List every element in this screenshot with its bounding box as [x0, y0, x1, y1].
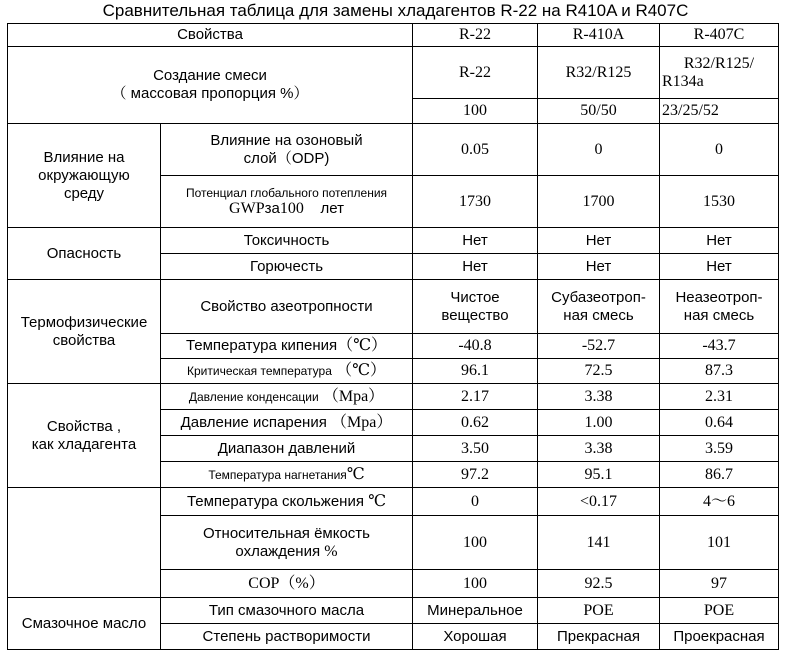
- glide-r407c: 4～6: [660, 488, 779, 516]
- solubility-r410a: Прекрасная: [538, 624, 660, 650]
- header-properties: Свойства: [8, 24, 413, 47]
- thermo-group-line2: свойства: [52, 331, 116, 349]
- mixture-r407c-component-line2: R134a: [662, 72, 704, 90]
- flammability-r410a: Нет: [538, 254, 660, 280]
- refrigerant-group-line1: Свойства ,: [46, 417, 122, 435]
- gwp-label: [161, 176, 413, 228]
- toxicity-r410a: Нет: [538, 228, 660, 254]
- oil-type-r407c: POE: [660, 598, 779, 624]
- azeotrope-r410a-line2: ная смесь: [563, 306, 634, 324]
- azeotrope-r22-line1: Чистое: [450, 288, 500, 306]
- mixture-component-row: [8, 47, 779, 99]
- odp-r410a: 0: [538, 124, 660, 176]
- condensation-r407c: 2.31: [660, 384, 779, 410]
- mixture-r407c-component-line1: R32/R125/: [683, 54, 755, 72]
- oil-group: Смазочное масло: [8, 598, 161, 650]
- azeotrope-r407c: [660, 280, 779, 334]
- discharge-label-text: Темпеpатура нагнетания: [208, 467, 347, 482]
- mixture-r22-component: R-22: [413, 47, 538, 99]
- environment-group-line1: Влияние на: [43, 148, 125, 166]
- azeotrope-row: [8, 280, 779, 334]
- odp-label-line2: слой（ODP): [243, 149, 330, 167]
- pressure-range-label: Диапазон давлений: [161, 436, 413, 462]
- pressure-range-r22: 3.50: [413, 436, 538, 462]
- toxicity-r407c: Нет: [660, 228, 779, 254]
- gwp-r407c: 1530: [660, 176, 779, 228]
- danger-group: Опасность: [8, 228, 161, 280]
- header-row: [8, 24, 779, 47]
- gwp-label-suffix: лет: [320, 199, 344, 217]
- mixture-r410a-ratio: 50/50: [538, 99, 660, 124]
- environment-group-line2: окружающую: [38, 166, 130, 184]
- gwp-r410a: 1700: [538, 176, 660, 228]
- misc-group-blank: [8, 488, 161, 598]
- boiling-r407c: -43.7: [660, 334, 779, 359]
- gwp-r22: 1730: [413, 176, 538, 228]
- mixture-r22-ratio: 100: [413, 99, 538, 124]
- discharge-unit: ℃: [346, 465, 365, 483]
- azeotrope-r407c-line1: Неазеотроп-: [675, 288, 763, 306]
- flammability-label: Горючесть: [161, 254, 413, 280]
- discharge-label: [161, 462, 413, 488]
- solubility-r407c: Проекрасная: [660, 624, 779, 650]
- capacity-unit: %: [324, 542, 338, 560]
- critical-r410a: 72.5: [538, 359, 660, 384]
- boiling-label: [161, 334, 413, 359]
- evaporation-label: [161, 410, 413, 436]
- capacity-label-line2: охлаждения: [235, 542, 321, 560]
- glide-r410a: <0.17: [538, 488, 660, 516]
- condensation-r410a: 3.38: [538, 384, 660, 410]
- boiling-r410a: -52.7: [538, 334, 660, 359]
- gwp-label-line1: Потенциал глобального потепления: [185, 185, 388, 200]
- evaporation-r22: 0.62: [413, 410, 538, 436]
- oil-type-label: Тип смазочного масла: [161, 598, 413, 624]
- toxicity-row: [8, 228, 779, 254]
- environment-group-line3: среду: [63, 184, 105, 202]
- toxicity-r22: Нет: [413, 228, 538, 254]
- evaporation-r407c: 0.64: [660, 410, 779, 436]
- gwp-label-num: 100: [279, 199, 304, 217]
- glide-unit: ℃: [368, 492, 387, 510]
- odp-r407c: 0: [660, 124, 779, 176]
- boiling-r22: -40.8: [413, 334, 538, 359]
- condensation-unit: （Mpa）: [322, 387, 385, 405]
- discharge-r410a: 95.1: [538, 462, 660, 488]
- flammability-r22: Нет: [413, 254, 538, 280]
- mixture-r407c-component: [660, 47, 779, 99]
- header-r22: R-22: [413, 24, 538, 47]
- glide-r22: 0: [413, 488, 538, 516]
- pressure-range-r407c: 3.59: [660, 436, 779, 462]
- azeotrope-r22: [413, 280, 538, 334]
- gwp-label-mid: за: [264, 199, 280, 217]
- critical-label-text: Критическая температура: [187, 364, 332, 378]
- mixture-label: [8, 47, 413, 124]
- cop-label: COP（%）: [161, 570, 413, 598]
- mixture-r410a-component: R32/R125: [538, 47, 660, 99]
- solubility-label: Степень растворимости: [161, 624, 413, 650]
- glide-row: [8, 488, 779, 516]
- page-title: Сравнительная таблица для замены хладагентов R-22 на R410A и R407C: [102, 1, 689, 20]
- cop-r410a: 92.5: [538, 570, 660, 598]
- azeotrope-r410a: [538, 280, 660, 334]
- mixture-r407c-ratio: 23/25/52: [660, 99, 779, 124]
- cop-r22: 100: [413, 570, 538, 598]
- odp-row: [8, 124, 779, 176]
- thermo-group-line1: Термофизические: [20, 313, 148, 331]
- mixture-label-line2: （ массовая пропорция %）: [111, 85, 309, 102]
- azeotrope-r407c-line2: ная смесь: [683, 306, 755, 324]
- gwp-label-prefix: GWP: [229, 199, 265, 217]
- capacity-label-line2-wrap: [163, 543, 410, 561]
- toxicity-label: Токсичность: [161, 228, 413, 254]
- oil-type-r22: Минеральное: [413, 598, 538, 624]
- critical-r22: 96.1: [413, 359, 538, 384]
- evaporation-label-text: Давление испарения: [180, 413, 327, 431]
- refrigerant-group-line2: как хладагента: [31, 435, 137, 453]
- capacity-r22: 100: [413, 516, 538, 570]
- critical-label: [161, 359, 413, 384]
- glide-label-text: Температура скольжения: [186, 492, 364, 510]
- azeotrope-label: Свойство азеотропности: [161, 280, 413, 334]
- cop-r407c: 97: [660, 570, 779, 598]
- azeotrope-r22-line2: вещество: [441, 306, 509, 324]
- pressure-range-r410a: 3.38: [538, 436, 660, 462]
- gwp-label-line2: [163, 200, 410, 218]
- thermo-group: [8, 280, 161, 384]
- environment-group: [8, 124, 161, 228]
- flammability-r407c: Нет: [660, 254, 779, 280]
- comparison-table: [7, 23, 779, 650]
- header-r410a: R-410A: [538, 24, 660, 47]
- critical-r407c: 87.3: [660, 359, 779, 384]
- condensation-r22: 2.17: [413, 384, 538, 410]
- condensation-row: [8, 384, 779, 410]
- refrigerant-group: [8, 384, 161, 488]
- oil-type-r410a: POE: [538, 598, 660, 624]
- oil-type-row: [8, 598, 779, 624]
- solubility-r22: Хорошая: [413, 624, 538, 650]
- discharge-r22: 97.2: [413, 462, 538, 488]
- boiling-unit: （℃）: [337, 337, 388, 354]
- mixture-label-line1: Создание смеси: [153, 67, 267, 84]
- boiling-label-text: Температура кипения: [185, 337, 338, 354]
- odp-label-line1: Влияние на озоновый: [210, 131, 363, 149]
- odp-r22: 0.05: [413, 124, 538, 176]
- odp-label: [161, 124, 413, 176]
- condensation-label-text: Давление конденсации: [188, 389, 319, 404]
- evaporation-unit: （Mpa）: [331, 413, 393, 431]
- capacity-label: [161, 516, 413, 570]
- condensation-label: [161, 384, 413, 410]
- critical-unit: （℃）: [336, 362, 386, 379]
- glide-label: [161, 488, 413, 516]
- azeotrope-r410a-line1: Субазеотроп-: [551, 288, 646, 306]
- capacity-r410a: 141: [538, 516, 660, 570]
- capacity-label-line1: Относительная ёмкость: [203, 524, 370, 542]
- header-r407c: R-407C: [660, 24, 779, 47]
- discharge-r407c: 86.7: [660, 462, 779, 488]
- capacity-r407c: 101: [660, 516, 779, 570]
- evaporation-r410a: 1.00: [538, 410, 660, 436]
